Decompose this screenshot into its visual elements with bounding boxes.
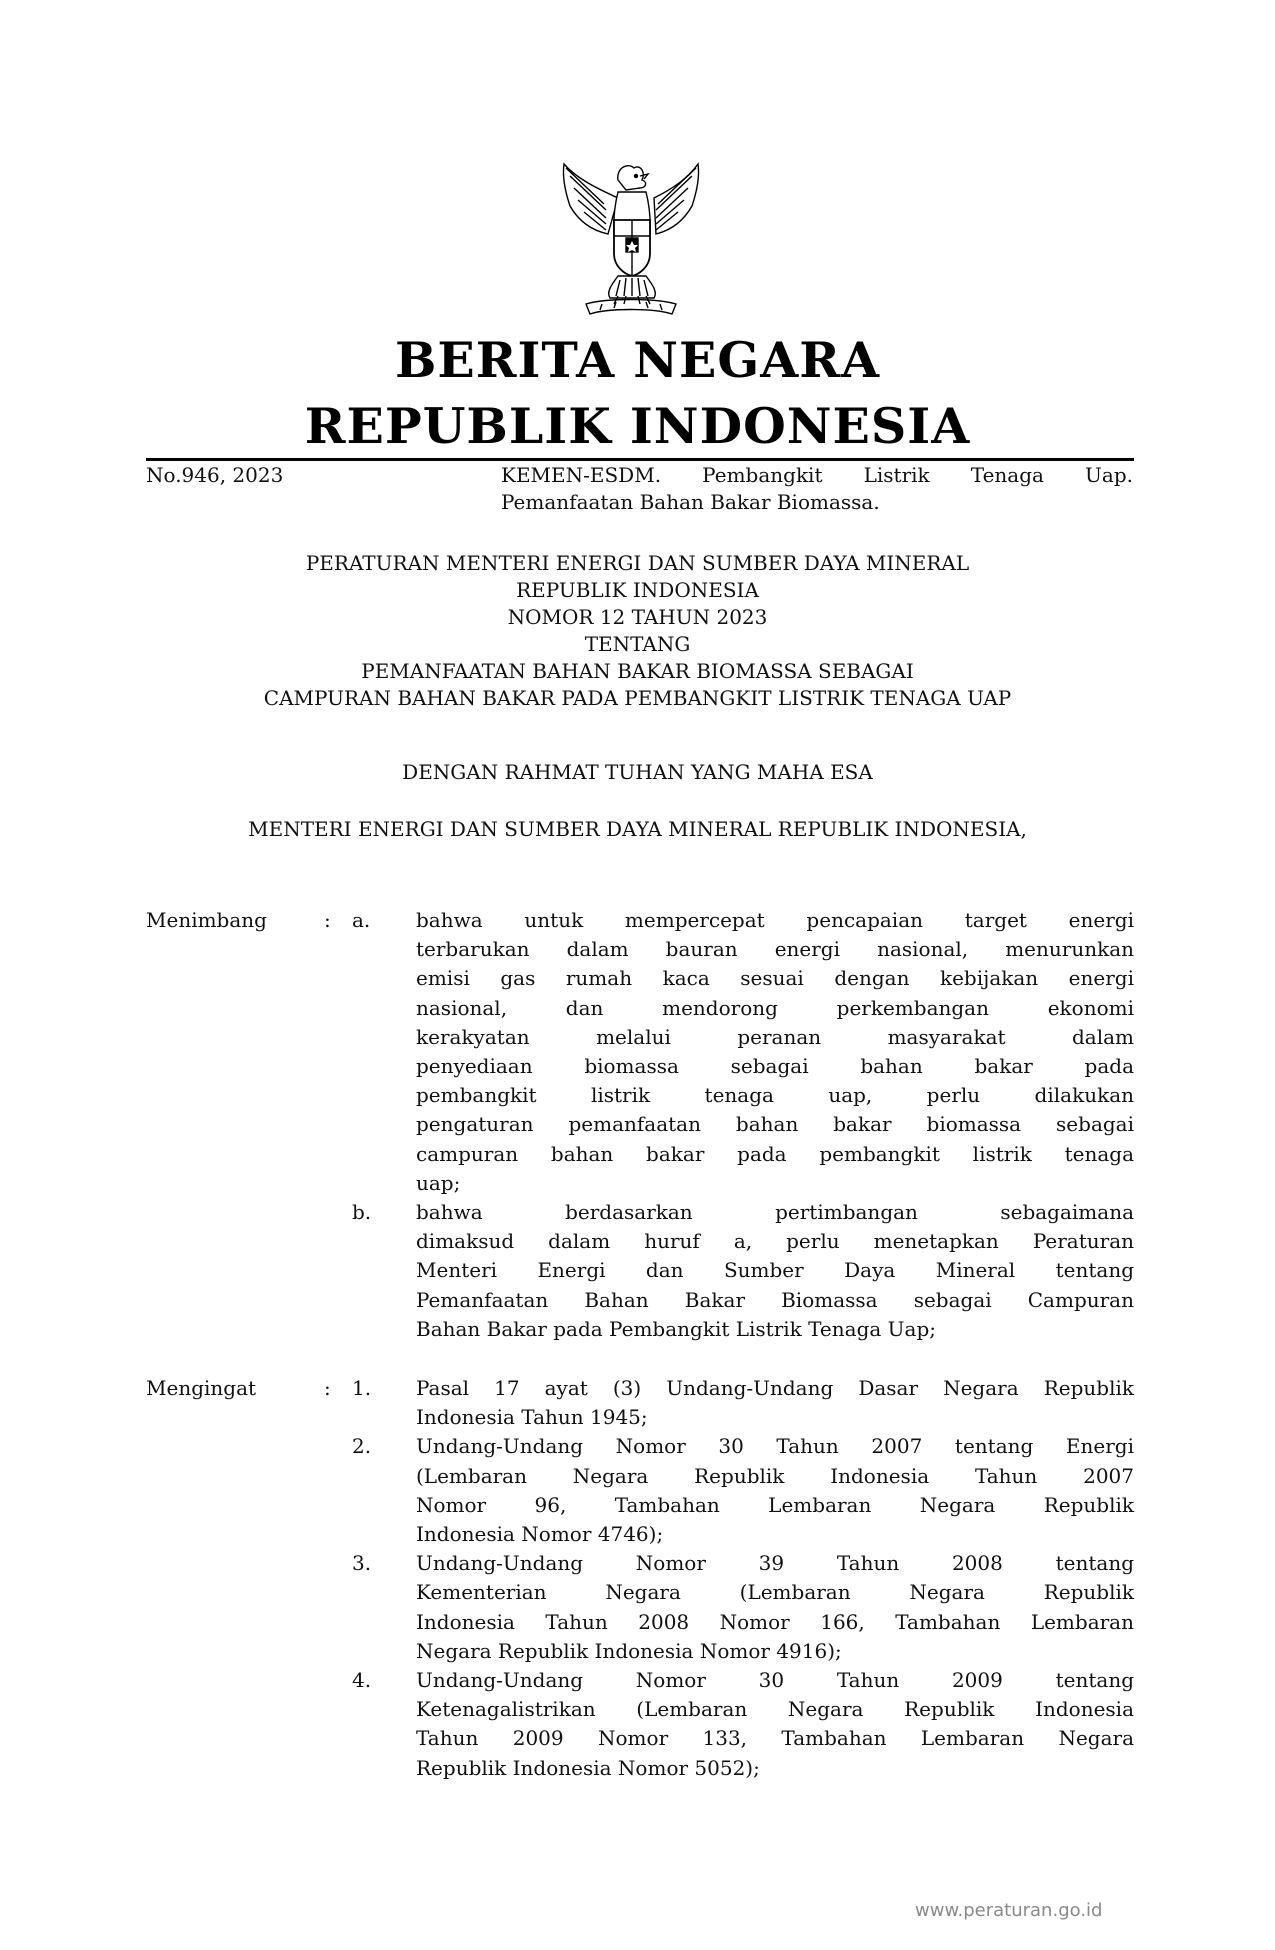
list-item-marker: 3. <box>352 1551 372 1576</box>
gazette-number: No.946, 2023 <box>146 463 284 487</box>
list-item-line: Indonesia Tahun 1945; <box>416 1405 648 1430</box>
list-item-line: Ketenagalistrikan (Lembaran Negara Republik Indonesia <box>416 1697 1134 1722</box>
regulation-heading-line: NOMOR 12 TAHUN 2023 <box>507 605 768 629</box>
list-item-text <box>416 906 1134 1198</box>
list-item-line: terbarukan dalam bauran energi nasional, menurunkan <box>416 937 1134 962</box>
gazette-subject <box>501 462 1133 516</box>
list-item-line: Pasal 17 ayat (3) Undang-Undang Dasar Negara Republik <box>416 1376 1134 1400</box>
list-item-line: Kementerian Negara (Lembaran Negara Republik <box>416 1580 1134 1605</box>
list-item-line: Tahun 2009 Nomor 133, Tambahan Lembaran Negara <box>416 1726 1134 1751</box>
list-item-line: Pemanfaatan Bahan Bakar Biomassa sebagai Campuran <box>416 1287 1134 1312</box>
list-item-text <box>416 1666 1134 1783</box>
list-item-line: bahwa untuk mempercepat pencapaian target energi <box>416 908 1134 932</box>
list-item-line: (Lembaran Negara Republik Indonesia Tahun 2007 <box>416 1463 1134 1488</box>
list-item-line: pengaturan pemanfaatan bahan bakar biomassa sebagai <box>416 1112 1134 1137</box>
website-watermark: www.peraturan.go.id <box>915 1900 1103 1921</box>
list-item-line: Undang-Undang Nomor 30 Tahun 2009 tentang <box>416 1668 1134 1692</box>
list-item-line: Indonesia Nomor 4746); <box>416 1521 664 1546</box>
header-divider <box>146 458 1134 461</box>
list-item-marker: 2. <box>352 1434 372 1459</box>
list-item-text <box>416 1432 1134 1549</box>
list-item-line: Nomor 96, Tambahan Lembaran Negara Republik <box>416 1492 1134 1517</box>
regulation-heading-line: TENTANG <box>584 632 691 656</box>
garuda-emblem-icon <box>556 158 706 320</box>
list-item-line: dimaksud dalam huruf a, perlu menetapkan Peraturan <box>416 1229 1134 1254</box>
regulation-heading-line: PEMANFAATAN BAHAN BAKAR BIOMASSA SEBAGAI <box>361 659 914 683</box>
list-item-line: kerakyatan melalui peranan masyarakat dalam <box>416 1024 1134 1049</box>
blessing-line: DENGAN RAHMAT TUHAN YANG MAHA ESA <box>402 760 873 784</box>
list-item-line: bahwa berdasarkan pertimbangan sebagaimana <box>416 1200 1134 1224</box>
regulation-heading-line: CAMPURAN BAHAN BAKAR PADA PEMBANGKIT LISTRIK TENAGA UAP <box>263 686 1012 710</box>
gazette-subtitle: REPUBLIK INDONESIA <box>304 397 971 455</box>
gazette-subject-line: KEMEN-ESDM. Pembangkit Listrik Tenaga Uap. <box>501 463 1133 487</box>
list-item-line: Indonesia Tahun 2008 Nomor 166, Tambahan Lembaran <box>416 1609 1134 1634</box>
minister-line: MENTERI ENERGI DAN SUMBER DAYA MINERAL REPUBLIK INDONESIA, <box>248 817 1027 841</box>
list-item-text <box>416 1549 1134 1666</box>
list-item-line: uap; <box>416 1170 461 1195</box>
list-item-marker: 1. <box>352 1376 372 1400</box>
list-item-marker: b. <box>352 1200 372 1224</box>
list-item-line: Negara Republik Indonesia Nomor 4916); <box>416 1638 842 1663</box>
gazette-subject-line: Pemanfaatan Bahan Bakar Biomassa. <box>501 490 880 514</box>
regulation-heading-line: PERATURAN MENTERI ENERGI DAN SUMBER DAYA MINERAL <box>305 551 970 575</box>
section-label: Mengingat <box>146 1376 257 1400</box>
list-item-text <box>416 1198 1134 1344</box>
section-label: Menimbang <box>146 908 267 932</box>
list-item-line: campuran bahan bakar pada pembangkit listrik tenaga <box>416 1141 1134 1166</box>
list-item-line: Bahan Bakar pada Pembangkit Listrik Tenaga Uap; <box>416 1316 936 1341</box>
list-item-marker: 4. <box>352 1668 372 1692</box>
list-item-line: Menteri Energi dan Sumber Daya Mineral tentang <box>416 1258 1134 1283</box>
list-item-line: Undang-Undang Nomor 39 Tahun 2008 tentang <box>416 1551 1134 1576</box>
regulation-heading-line: REPUBLIK INDONESIA <box>516 578 759 602</box>
section-colon: : <box>324 908 331 932</box>
list-item-text <box>416 1374 1134 1432</box>
section-colon: : <box>324 1376 331 1400</box>
list-item-line: penyediaan biomassa sebagai bahan bakar pada <box>416 1053 1134 1078</box>
list-item-line: pembangkit listrik tenaga uap, perlu dilakukan <box>416 1083 1134 1108</box>
list-item-line: emisi gas rumah kaca sesuai dengan kebijakan energi <box>416 966 1134 991</box>
list-item-line: Republik Indonesia Nomor 5052); <box>416 1755 760 1780</box>
list-item-line: nasional, dan mendorong perkembangan ekonomi <box>416 995 1134 1020</box>
gazette-title: BERITA NEGARA <box>394 331 880 389</box>
list-item-line: Undang-Undang Nomor 30 Tahun 2007 tentang Energi <box>416 1434 1134 1459</box>
list-item-marker: a. <box>352 908 371 932</box>
regulation-heading <box>0 550 1275 712</box>
